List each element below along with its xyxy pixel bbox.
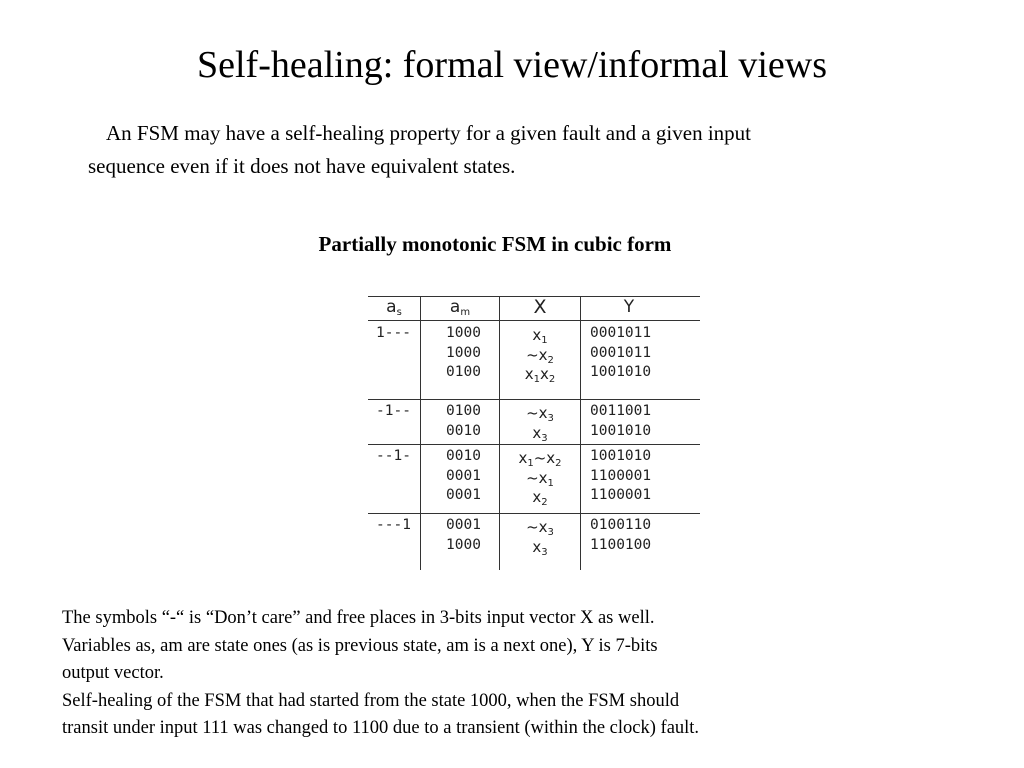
cell-am: 0100	[446, 403, 481, 419]
x-subscript: 2	[541, 497, 548, 508]
note-line: output vector.	[62, 663, 164, 683]
x-subscript: 1	[541, 335, 548, 346]
column-divider	[580, 296, 581, 570]
cell-y: 1001010	[590, 422, 652, 439]
header-as: $a_s$	[386, 297, 402, 318]
cell-am: 0010	[446, 448, 481, 464]
x-term: ~x	[533, 449, 556, 467]
note-line: Self-healing of the FSM that had started from the state 1000, when the FSM should	[62, 690, 680, 711]
row-divider	[368, 399, 700, 400]
x-term: x	[538, 518, 548, 536]
x-prefix: ~	[526, 518, 539, 536]
note-line: The symbols “-“ is “Don’t care” and free places in 3-bits input vector X as well.	[62, 608, 655, 628]
column-divider	[420, 296, 421, 570]
x-prefix: ~	[526, 404, 539, 422]
x-subscript: 3	[547, 413, 554, 424]
x-subscript: 1	[533, 374, 540, 385]
x-term: x	[538, 468, 548, 487]
cell-y: 1001010	[590, 364, 652, 380]
cell-y: 1100001	[590, 487, 652, 503]
x-term: x	[518, 449, 528, 467]
note-line: Variables as, am are state ones (as is previous state, am is a next one), Y is 7-bits	[62, 635, 658, 656]
cell-y: 1001010	[590, 448, 652, 464]
cell-x	[500, 538, 580, 563]
x-subscript: 3	[541, 546, 548, 558]
notes-paragraph	[62, 605, 962, 743]
cell-am: 1000	[446, 536, 481, 553]
header-x: X	[533, 296, 547, 318]
cell-am: 1000	[446, 325, 481, 341]
x-term: x	[538, 404, 548, 422]
cell-am: 0001	[446, 487, 481, 503]
cell-x	[500, 424, 580, 449]
x-subscript: 3	[541, 432, 548, 444]
cell-y: 0011001	[590, 403, 652, 419]
cell-am: 0010	[446, 422, 481, 439]
x-prefix: ~	[526, 468, 539, 487]
x-term: x	[532, 326, 542, 344]
x-term: x	[538, 345, 548, 364]
fsm-cubic-table	[368, 296, 700, 570]
cell-y: 0001011	[590, 344, 652, 361]
x-term: x	[540, 365, 549, 383]
cell-am: 0001	[446, 467, 481, 484]
row-divider	[368, 513, 700, 514]
x-term: x	[532, 537, 542, 556]
cell-as: -1--	[376, 403, 411, 419]
table-caption: Partially monotonic FSM in cubic form	[318, 232, 672, 256]
row-divider	[368, 320, 700, 321]
header-y: Y	[623, 297, 635, 317]
x-term: x	[532, 488, 542, 506]
x-subscript: 2	[548, 374, 556, 385]
x-subscript: 1	[547, 477, 554, 489]
cell-am: 0100	[446, 364, 481, 380]
cell-as: --1-	[376, 448, 411, 464]
cell-as: 1---	[376, 325, 411, 341]
slide-title: Self-healing: formal view/informal views	[197, 44, 827, 86]
cell-as: ---1	[376, 517, 411, 533]
cell-y: 1100001	[590, 467, 652, 484]
cell-am: 0001	[446, 517, 481, 533]
intro-line-1: An FSM may have a self-healing property for a given fault and a given input	[106, 121, 751, 145]
cell-y: 0001011	[590, 325, 652, 341]
cell-x	[500, 488, 580, 513]
x-term: x	[532, 423, 542, 442]
x-subscript: 1	[527, 458, 534, 469]
x-subscript: 3	[547, 527, 554, 538]
header-am: $a_m$	[449, 297, 471, 318]
intro-line-2: sequence even if it does not have equivalent states.	[88, 154, 516, 178]
cell-x	[500, 365, 580, 390]
x-prefix: ~	[526, 345, 539, 364]
cell-y: 1100100	[590, 536, 652, 553]
cell-am: 1000	[446, 344, 481, 361]
x-subscript: 2	[555, 458, 562, 469]
x-term: x	[524, 365, 534, 383]
note-line: transit under input 111 was changed to 1100 due to a transient (within the clock) fault.	[62, 718, 700, 738]
intro-paragraph	[88, 117, 948, 183]
x-subscript: 2	[547, 354, 554, 366]
cell-y: 0100110	[590, 517, 652, 533]
